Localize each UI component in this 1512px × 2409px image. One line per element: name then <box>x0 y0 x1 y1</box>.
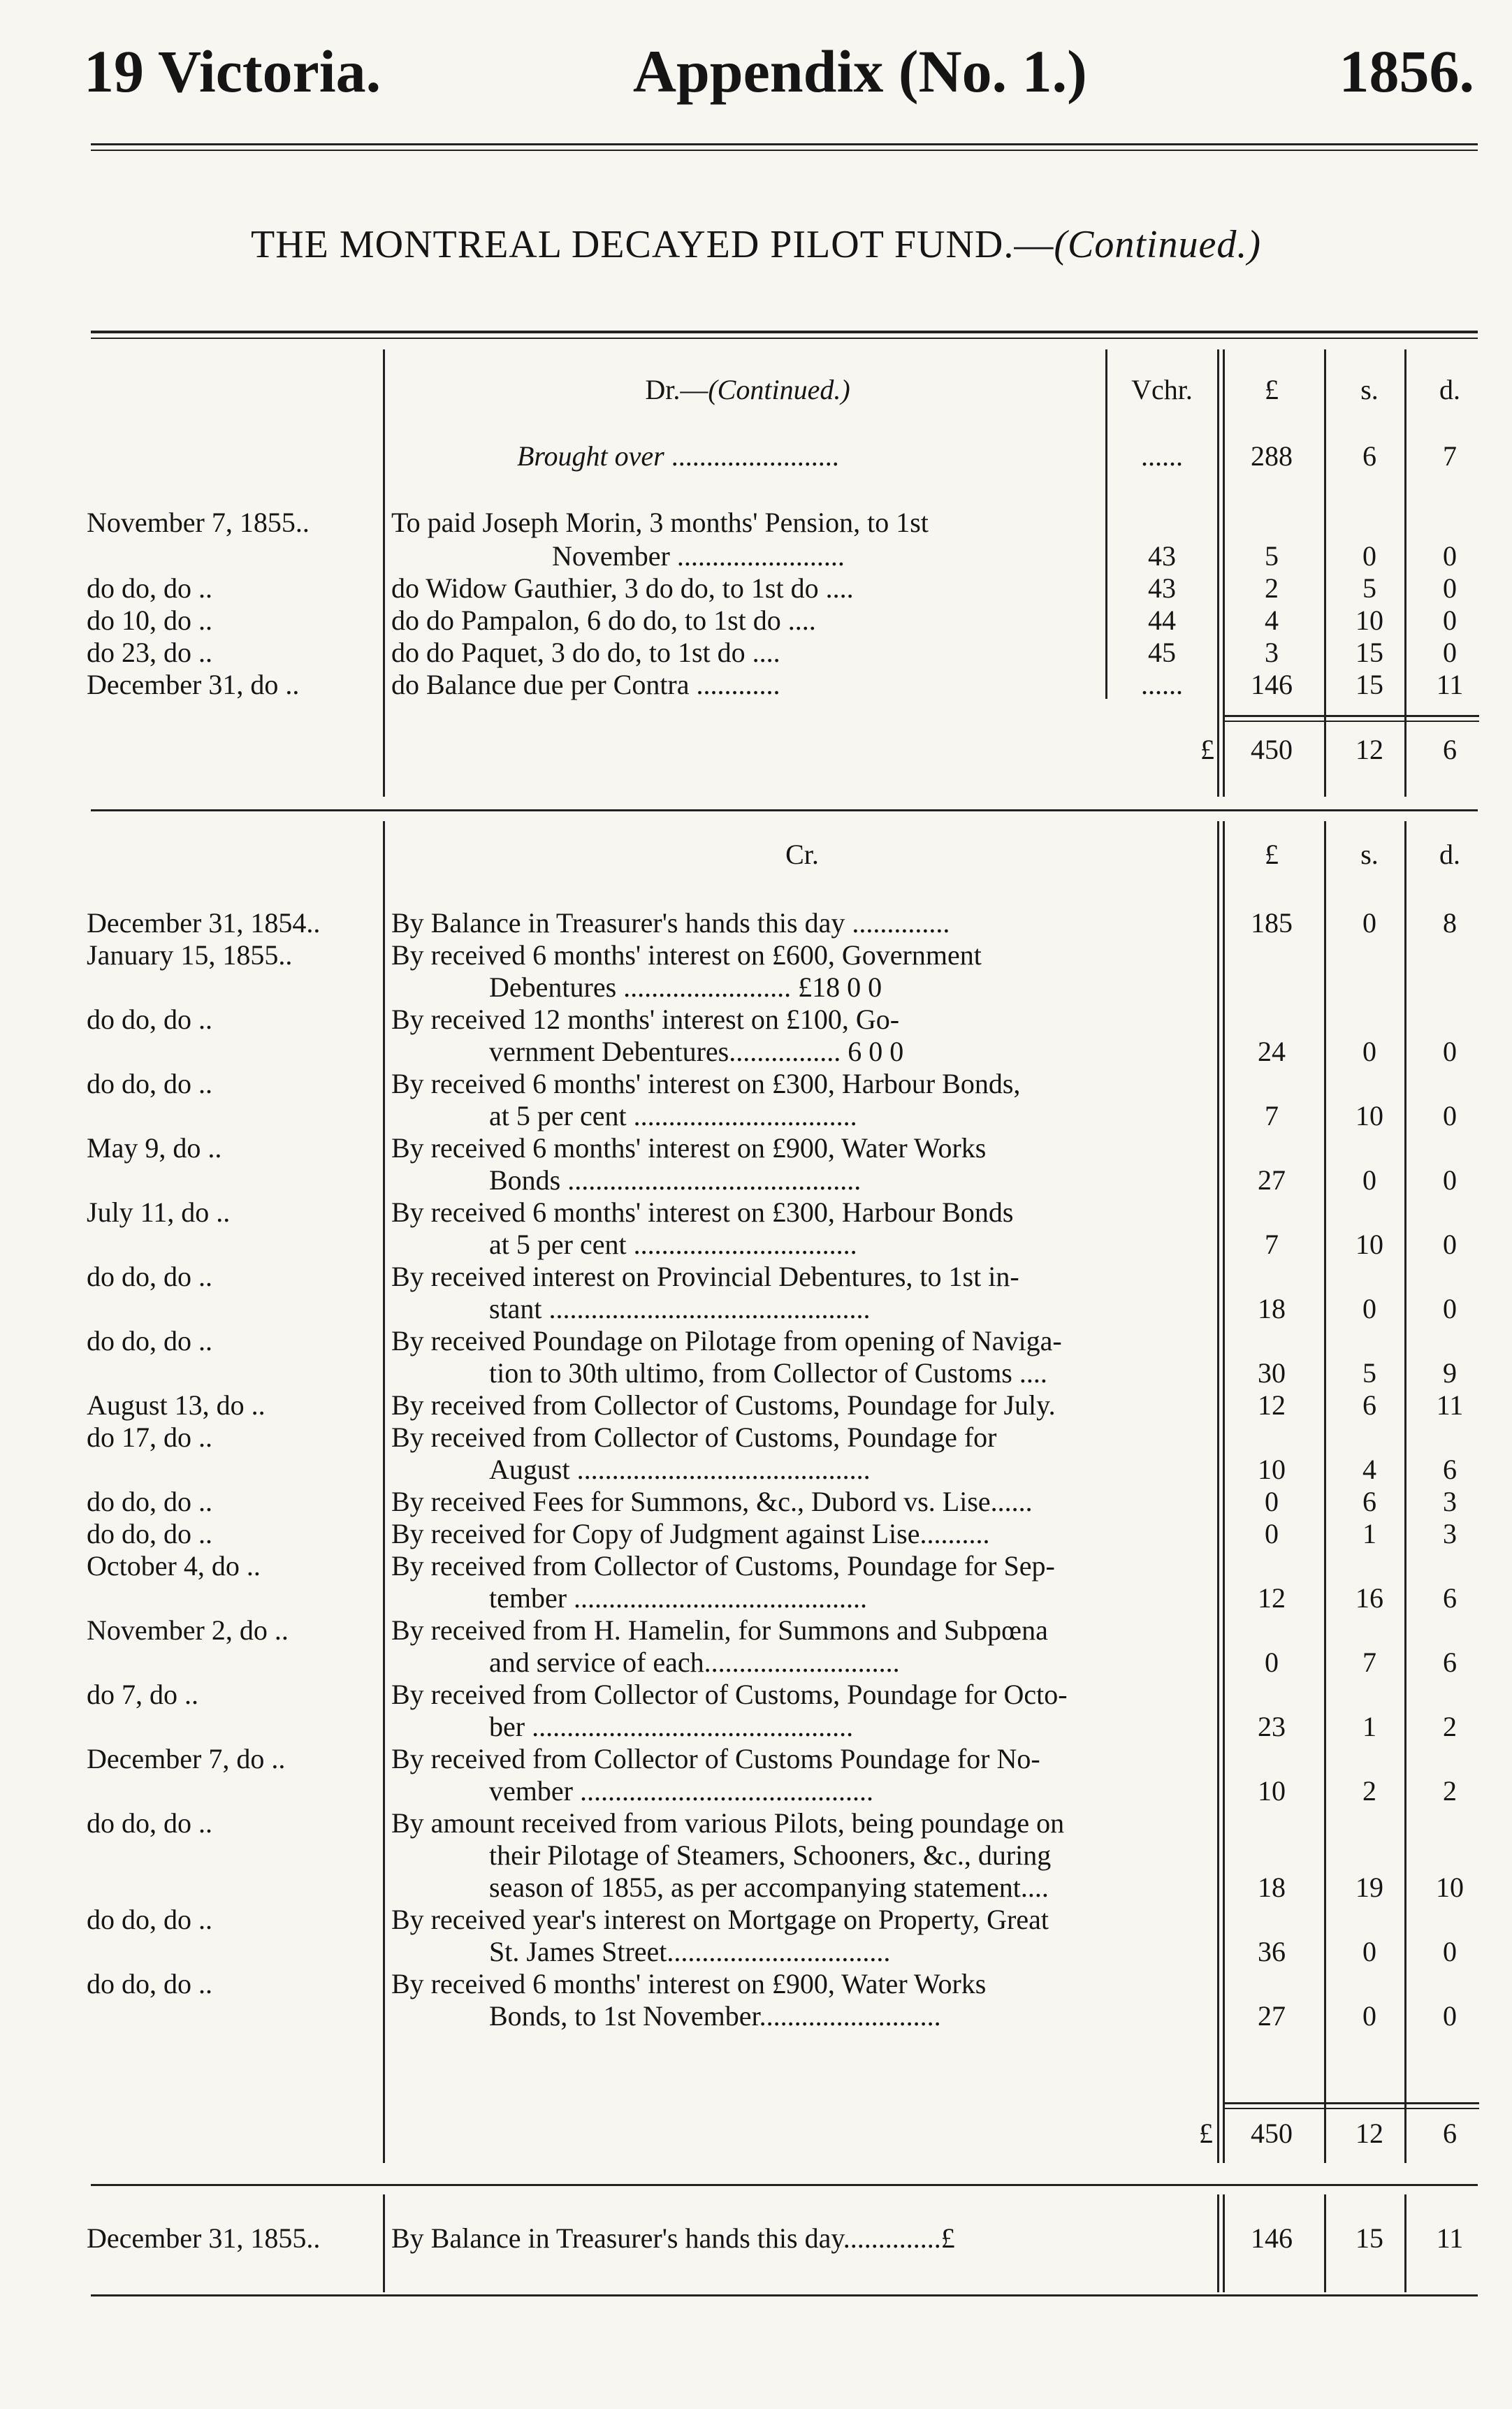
cr-date: do 17, do .. <box>87 1421 212 1453</box>
cr-date: do do, do .. <box>87 1904 212 1935</box>
cr-description: By received 6 months' interest on £600, Government <box>391 939 982 971</box>
cr-amount-d: 11 <box>1436 1389 1464 1421</box>
table-top-rule <box>91 331 1478 333</box>
cr-amount-d: 9 <box>1443 1357 1457 1389</box>
cr-amount-d: 0 <box>1443 1100 1457 1131</box>
header-right: 1856. <box>1339 38 1474 105</box>
cr-date: do do, do .. <box>87 1004 212 1035</box>
cr-description: By Balance in Treasurer's hands this day .............. <box>391 907 950 939</box>
cr-date: December 31, 1854.. <box>87 907 321 939</box>
cr-amount-l: 0 <box>1265 1647 1279 1678</box>
cr-date: November 2, do .. <box>87 1614 289 1646</box>
cr-amount-s: 16 <box>1355 1582 1383 1614</box>
cr-description: Bonds .......................................... <box>489 1164 862 1196</box>
cr-description: By received year's interest on Mortgage on Property, Great <box>391 1904 1049 1935</box>
cr-amount-d: 10 <box>1436 1872 1464 1903</box>
cr-date: December 7, do .. <box>87 1743 286 1774</box>
header-left: 19 Victoria. <box>84 38 381 105</box>
cr-amount-l: 30 <box>1258 1357 1286 1389</box>
closing-divider-4 <box>1324 2194 1326 2292</box>
cr-amount-l: 36 <box>1258 1936 1286 1967</box>
cr-date: do do, do .. <box>87 1325 212 1357</box>
cr-top-rule <box>91 809 1478 811</box>
cr-date: July 11, do .. <box>87 1196 231 1228</box>
cr-description: at 5 per cent ................................ <box>489 1100 857 1131</box>
cr-description: at 5 per cent ................................ <box>489 1229 857 1260</box>
cr-date: do do, do .. <box>87 1486 212 1517</box>
dr-total-rule <box>1224 715 1479 717</box>
cr-amount-s: 6 <box>1362 1389 1376 1421</box>
cr-amount-s: 0 <box>1362 1936 1376 1967</box>
cr-amount-d: 2 <box>1443 1775 1457 1807</box>
cr-amount-s: 6 <box>1362 1486 1376 1517</box>
cr-amount-s: 10 <box>1355 1100 1383 1131</box>
document-page: 19 Victoria. Appendix (No. 1.) 1856. THE MONTREAL DECAYED PILOT FUND.—(Continued.) Dr.—(Continued.) Vchr. £ s. d. Brought over ........................ ...... 288 6 7 November 7, 1855.. To paid Joseph Morin, 3 months' Pension, to 1st November ........................ 43 5 0 0 do do, do .. do Widow Gauthier, 3 do do, to 1st do .... 43 2 5 0 do 10, do .. do do Pampalon, 6 do do, to 1st do .... 44 4 10 0 do 23, do .. do do Paquet, 3 do do, to 1st do .... 45 3 15 0 December 31, do .. do Balance due per Contra ............ ...... 146 15 11 £ 450 12 6 Cr. £ s. d. December 31, 1854.. By Balance in Treasurer's hands this day .............. 185 0 8 January 15, 1855.. By received 6 months' interest on £600, Government Debentures ........................ £18 0 0 do do, do .. By received 12 months' interest on £100, Go- vernment Debentures................ 6 0 0 24 0 0 do do, do .. By received 6 months' interest on £300, Harbour Bonds, at 5 per cent ................................ 7 10 0 May 9, do .. By received 6 months' interest on £900, Water Works Bonds .......................................... 27 0 0 July 11, do .. By received 6 months' interest on £300, Harbour Bonds at 5 per cent ................................ 7 10 0 do do, do .. By received interest on Provincial Debentures, to 1st in- stant .............................................. 18 0 0 do do, do .. By received Poundage on Pilotage from opening of Naviga- tion to 30th ultimo, from Collector of Customs .... 30 5 9 August 13, do .. By received from Collector of Customs, Poundage for July. 12 6 11 do 17, do .. By received from Collector of Customs, Poundage for August .......................................... 10 4 6 do do, do .. By received Fees for Summons, &c., Dubord vs. Lise...... 0 6 3 do do, do .. By received for Copy of Judgment against Lise.......... 0 1 3 October 4, do .. By received from Collector of Customs, Poundage for Sep- tember .......................................... 12 16 6 November 2, do .. By received from H. Hamelin, for Summons and Subpœna and service of each............................ 0 7 6 do 7, do .. By received from Collector of Customs, Poundage for Octo- ber .............................................. 23 1 2 December 7, do .. By received from Collector of Customs Poundage for No- vember .......................................... 10 2 2 do do, do .. By amount received from various Pilots, being poundage on their Pilotage of Steamers, Schooners, &c., during season of 1855, as per accompanying statement.... 18 19 10 do do, do .. By received year's interest on Mortgage on Property, Great St. James Street................................ 36 0 0 do do, do .. By received 6 months' interest on £900, Water Works Bonds, to 1st November.......................... 27 0 0 £ 450 12 6 December 31, 1855.. By Balance in Treasurer's hands this day..............£ 146 15 11 <box>0 0 1512 2409</box>
cr-amount-d: 2 <box>1443 1711 1457 1742</box>
cr-amount-d: 0 <box>1443 1036 1457 1067</box>
cr-amount-l: 12 <box>1258 1389 1286 1421</box>
closing-bottom-rule <box>91 2294 1478 2296</box>
cr-date: do do, do .. <box>87 1261 212 1292</box>
cr-description: tion to 30th ultimo, from Collector of Customs .... <box>489 1357 1047 1389</box>
cr-description: By received from H. Hamelin, for Summons and Subpœna <box>391 1614 1048 1646</box>
cr-description: By received from Collector of Customs, Poundage for <box>391 1421 997 1453</box>
cr-amount-s: 0 <box>1362 2000 1376 2032</box>
cr-amount-l: 0 <box>1265 1486 1279 1517</box>
cr-description: By received 6 months' interest on £300, Harbour Bonds, <box>391 1068 1021 1099</box>
cr-amount-s: 0 <box>1362 907 1376 939</box>
cr-amount-s: 4 <box>1362 1454 1376 1485</box>
cr-description: By received 6 months' interest on £900, Water Works <box>391 1132 987 1164</box>
cr-amount-l: 185 <box>1251 907 1293 939</box>
cr-amount-l: 24 <box>1258 1036 1286 1067</box>
cr-description: and service of each............................ <box>489 1647 900 1678</box>
cr-description: their Pilotage of Steamers, Schooners, &c., during <box>489 1839 1052 1871</box>
cr-amount-d: 0 <box>1443 1293 1457 1324</box>
cr-description: By received from Collector of Customs, Poundage for Octo- <box>391 1679 1068 1710</box>
cr-description: By received from Collector of Customs, Poundage for Sep- <box>391 1550 1055 1582</box>
dr-col-divider-3 <box>1217 349 1219 797</box>
cr-amount-l: 0 <box>1265 1518 1279 1549</box>
cr-amount-l: 23 <box>1258 1711 1286 1742</box>
cr-amount-l: 10 <box>1258 1454 1286 1485</box>
cr-amount-d: 0 <box>1443 1936 1457 1967</box>
cr-col-divider-3 <box>1217 821 1219 2163</box>
cr-amount-s: 0 <box>1362 1036 1376 1067</box>
closing-top-rule <box>91 2184 1478 2186</box>
cr-total-rule-2 <box>1224 2108 1479 2109</box>
table-top-rule-2 <box>91 338 1478 339</box>
cr-amount-d: 6 <box>1443 1582 1457 1614</box>
cr-amount-s: 0 <box>1362 1293 1376 1324</box>
cr-amount-l: 27 <box>1258 1164 1286 1196</box>
cr-description: Debentures ........................ £18 0 0 <box>489 971 882 1003</box>
cr-description: tember .......................................... <box>489 1582 868 1614</box>
cr-date: January 15, 1855.. <box>87 939 293 971</box>
cr-description: By received from Collector of Customs, Poundage for July. <box>391 1389 1056 1421</box>
cr-col-divider-4 <box>1324 821 1326 2163</box>
cr-amount-l: 18 <box>1258 1293 1286 1324</box>
cr-date: do do, do .. <box>87 1807 212 1839</box>
page-header <box>84 29 1474 113</box>
cr-amount-l: 27 <box>1258 2000 1286 2032</box>
cr-amount-l: 7 <box>1265 1100 1279 1131</box>
cr-description: By received 6 months' interest on £300, Harbour Bonds <box>391 1196 1014 1228</box>
cr-description: stant .............................................. <box>489 1293 871 1324</box>
cr-description: By received 6 months' interest on £900, Water Works <box>391 1968 987 1999</box>
cr-description: season of 1855, as per accompanying statement.... <box>489 1872 1049 1903</box>
cr-amount-d: 3 <box>1443 1518 1457 1549</box>
cr-amount-l: 10 <box>1258 1775 1286 1807</box>
cr-amount-l: 7 <box>1265 1229 1279 1260</box>
cr-description: By received Fees for Summons, &c., Dubord vs. Lise...... <box>391 1486 1033 1517</box>
cr-amount-d: 0 <box>1443 1229 1457 1260</box>
cr-amount-d: 8 <box>1443 907 1457 939</box>
cr-date: do do, do .. <box>87 1968 212 1999</box>
cr-amount-s: 1 <box>1362 1518 1376 1549</box>
cr-amount-d: 6 <box>1443 1647 1457 1678</box>
closing-divider-3 <box>1217 2194 1219 2292</box>
cr-amount-d: 0 <box>1443 1164 1457 1196</box>
cr-amount-d: 6 <box>1443 1454 1457 1485</box>
page-title: THE MONTREAL DECAYED PILOT FUND.—(Continued.) <box>251 223 1261 266</box>
cr-description: By received Poundage on Pilotage from opening of Naviga- <box>391 1325 1062 1357</box>
cr-description: By amount received from various Pilots, being poundage on <box>391 1807 1065 1839</box>
cr-amount-s: 2 <box>1362 1775 1376 1807</box>
cr-date: October 4, do .. <box>87 1550 261 1582</box>
header-center: Appendix (No. 1.) <box>632 38 1087 105</box>
cr-description: vember .......................................... <box>489 1775 873 1807</box>
cr-date: do do, do .. <box>87 1068 212 1099</box>
cr-description: By received 12 months' interest on £100, Go- <box>391 1004 900 1035</box>
cr-amount-s: 0 <box>1362 1164 1376 1196</box>
cr-description: ber .............................................. <box>489 1711 854 1742</box>
header-rule-2 <box>91 150 1478 151</box>
cr-amount-s: 1 <box>1362 1711 1376 1742</box>
cr-amount-s: 10 <box>1355 1229 1383 1260</box>
cr-date: do 7, do .. <box>87 1679 198 1710</box>
cr-description: By received interest on Provincial Debentures, to 1st in- <box>391 1261 1019 1292</box>
cr-amount-d: 0 <box>1443 2000 1457 2032</box>
dr-col-divider-4 <box>1324 349 1326 797</box>
cr-date: do do, do .. <box>87 1518 212 1549</box>
cr-date: May 9, do .. <box>87 1132 222 1164</box>
dr-total-rule-2 <box>1224 721 1479 722</box>
cr-amount-d: 3 <box>1443 1486 1457 1517</box>
cr-description: Bonds, to 1st November.......................... <box>489 2000 941 2032</box>
header-rule <box>91 143 1478 145</box>
cr-description: August .......................................... <box>489 1454 871 1485</box>
cr-description: vernment Debentures................ 6 0 0 <box>489 1036 904 1067</box>
cr-amount-l: 18 <box>1258 1872 1286 1903</box>
cr-amount-s: 5 <box>1362 1357 1376 1389</box>
cr-description: By received for Copy of Judgment against Lise.......... <box>391 1518 990 1549</box>
cr-amount-s: 7 <box>1362 1647 1376 1678</box>
cr-amount-l: 12 <box>1258 1582 1286 1614</box>
dr-col-divider-2 <box>1105 349 1107 699</box>
cr-description: St. James Street................................ <box>489 1936 891 1967</box>
cr-amount-s: 19 <box>1355 1872 1383 1903</box>
cr-description: By received from Collector of Customs Poundage for No- <box>391 1743 1040 1774</box>
cr-total-rule <box>1224 2102 1479 2104</box>
cr-date: August 13, do .. <box>87 1389 266 1421</box>
